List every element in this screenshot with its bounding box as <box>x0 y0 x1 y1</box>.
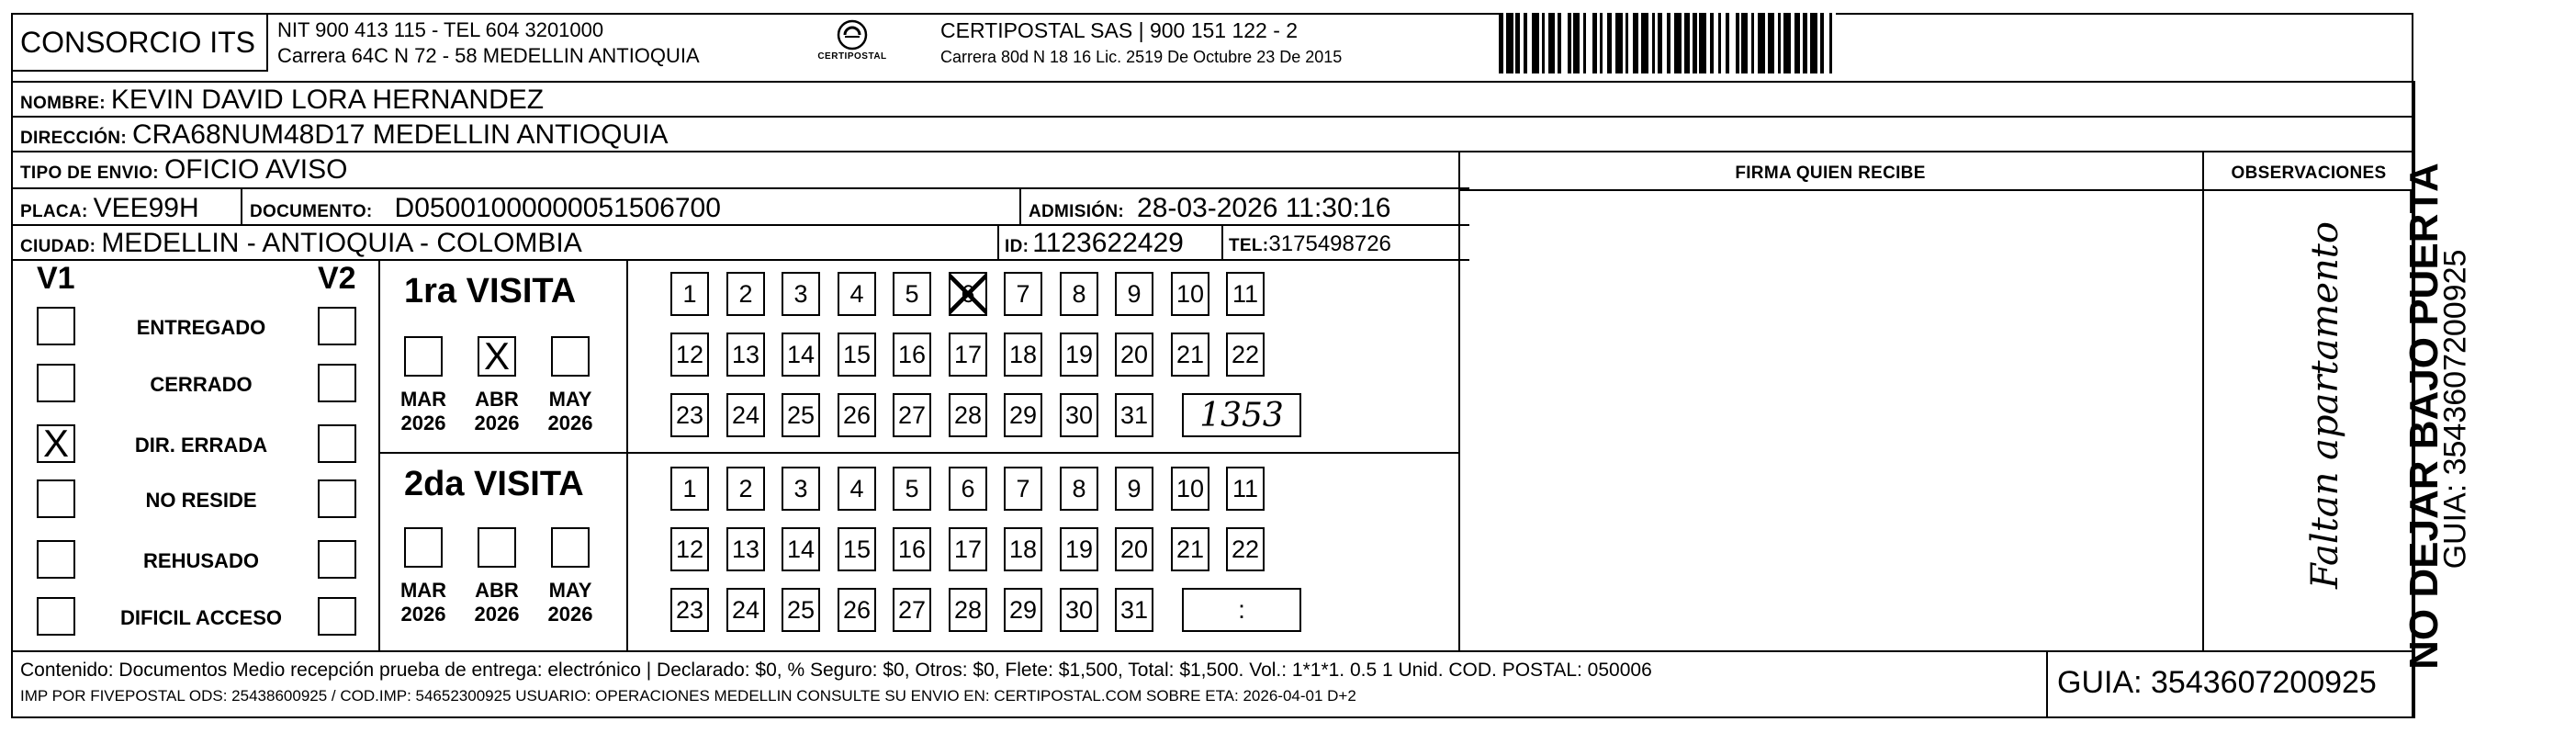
visit2-day-box[interactable]: 26 <box>838 588 876 632</box>
visit2-day-box[interactable]: 20 <box>1115 527 1153 571</box>
visit1-day-box[interactable]: 3 <box>782 272 820 316</box>
status-v2-checkbox[interactable] <box>318 597 356 636</box>
visit1-day-box[interactable]: 16 <box>893 333 931 377</box>
placa-value: VEE99H <box>93 193 199 223</box>
admision-label: ADMISIÓN: <box>1029 202 1125 221</box>
visit1-day-box[interactable]: 19 <box>1060 333 1098 377</box>
tel-row <box>1229 231 1391 257</box>
visit1-day-box[interactable]: 10 <box>1171 272 1209 316</box>
tipo-envio-value: OFICIO AVISO <box>163 154 348 185</box>
visit1-day-box[interactable]: 26 <box>838 393 876 437</box>
visit2-day-box[interactable]: 10 <box>1171 467 1209 511</box>
visit1-day-box[interactable]: 12 <box>670 333 709 377</box>
status-label: NO RESIDE <box>145 489 257 512</box>
visit2-time-box[interactable]: : <box>1182 588 1301 632</box>
visit2-day-box[interactable]: 17 <box>949 527 987 571</box>
visit2-year-label: 2026 <box>400 603 446 626</box>
v1-label: V1 <box>37 261 75 296</box>
placa-row <box>20 193 199 224</box>
visit2-day-box[interactable]: 21 <box>1171 527 1209 571</box>
v2-label: V2 <box>318 261 356 296</box>
visit2-day-box[interactable]: 3 <box>782 467 820 511</box>
status-v1-checkbox[interactable] <box>37 540 75 579</box>
footer-contenido: Contenido: Documentos Medio recepción prueba de entrega: electrónico | Declarado: $0, % Seguro: $0, Otros: $0, Flete: $1,500, Total: $1,500. Vol.: 1*1*1. 0.5 1 Unid. COD. POSTAL: 050006 <box>20 660 1652 681</box>
status-label: CERRADO <box>150 373 253 396</box>
certipostal-address: Carrera 80d N 18 16 Lic. 2519 De Octubre 23 De 2015 <box>940 48 1343 66</box>
visit1-day-box[interactable]: 1 <box>670 272 709 316</box>
visit2-day-box[interactable]: 16 <box>893 527 931 571</box>
visit2-day-box[interactable]: 5 <box>893 467 931 511</box>
visit2-day-box[interactable]: 12 <box>670 527 709 571</box>
visit2-day-box[interactable]: 13 <box>726 527 765 571</box>
id-label: ID: <box>1005 237 1029 256</box>
id-row <box>1005 228 1184 259</box>
visit1-year-label: 2026 <box>474 412 520 434</box>
status-v1-checkbox[interactable]: X <box>37 424 75 463</box>
status-v2-checkbox[interactable] <box>318 540 356 579</box>
visit2-day-box[interactable]: 24 <box>726 588 765 632</box>
visit2-day-box[interactable]: 4 <box>838 467 876 511</box>
company-address: Carrera 64C N 72 - 58 MEDELLIN ANTIOQUIA <box>277 44 700 67</box>
nombre-label: NOMBRE: <box>20 94 106 113</box>
visit1-year-label: 2026 <box>547 412 593 434</box>
visit2-day-box[interactable]: 9 <box>1115 467 1153 511</box>
visit1-month-label: ABR <box>475 388 519 411</box>
visit1-day-box[interactable]: 9 <box>1115 272 1153 316</box>
visit2-day-box[interactable]: 27 <box>893 588 931 632</box>
visit2-day-box[interactable]: 23 <box>670 588 709 632</box>
admision-row <box>1029 193 1390 224</box>
company-name: CONSORCIO ITS <box>20 26 256 59</box>
visit1-year-label: 2026 <box>400 412 446 434</box>
admision-value: 28-03-2026 11:30:16 <box>1137 193 1391 223</box>
visit1-day-box[interactable]: 22 <box>1226 333 1265 377</box>
visit1-day-box[interactable]: 25 <box>782 393 820 437</box>
visit1-month-checkbox[interactable] <box>551 336 590 377</box>
status-v1-checkbox[interactable] <box>37 364 75 402</box>
visit1-day-box[interactable]: 23 <box>670 393 709 437</box>
visit1-day-box[interactable]: 31 <box>1115 393 1153 437</box>
firma-label: FIRMA QUIEN RECIBE <box>1735 164 1926 183</box>
documento-label: DOCUMENTO: <box>250 202 373 221</box>
visit1-day-box[interactable]: 11 <box>1226 272 1265 316</box>
visit1-time-box[interactable]: 1353 <box>1182 393 1301 437</box>
visit2-day-box[interactable]: 28 <box>949 588 987 632</box>
certipostal-name: CERTIPOSTAL SAS | 900 151 122 - 2 <box>940 18 1299 42</box>
visit2-day-box[interactable]: 22 <box>1226 527 1265 571</box>
side-guia: GUIA: 3543607200925 <box>2437 249 2473 569</box>
tel-value: 3175498726 <box>1268 231 1391 256</box>
visit1-day-box[interactable]: 8 <box>1060 272 1098 316</box>
visit2-day-box[interactable]: 18 <box>1004 527 1042 571</box>
visit1-title: 1ra VISITA <box>404 272 577 310</box>
visit2-day-box[interactable]: 31 <box>1115 588 1153 632</box>
visit2-month-checkbox[interactable] <box>404 527 443 568</box>
visit1-day-box[interactable]: 13 <box>726 333 765 377</box>
visit2-day-box[interactable]: 7 <box>1004 467 1042 511</box>
visit1-day-box[interactable]: 20 <box>1115 333 1153 377</box>
visit2-year-label: 2026 <box>474 603 520 626</box>
visit2-day-box[interactable]: 8 <box>1060 467 1098 511</box>
status-label: ENTREGADO <box>136 316 266 339</box>
visit1-month-checkbox[interactable] <box>404 336 443 377</box>
ciudad-row <box>20 228 582 259</box>
certipostal-logo <box>808 17 896 66</box>
visit1-day-box[interactable]: 15 <box>838 333 876 377</box>
visit2-title: 2da VISITA <box>404 465 584 503</box>
company-nit: NIT 900 413 115 - TEL 604 3201000 <box>277 18 604 41</box>
visit2-year-label: 2026 <box>547 603 593 626</box>
visit2-month-checkbox[interactable] <box>551 527 590 568</box>
visit1-day-box[interactable]: 6 <box>949 272 987 316</box>
visit1-day-box[interactable]: 21 <box>1171 333 1209 377</box>
status-label: DIFICIL ACCESO <box>119 606 282 629</box>
ciudad-value: MEDELLIN - ANTIOQUIA - COLOMBIA <box>101 228 582 258</box>
visit2-day-box[interactable]: 14 <box>782 527 820 571</box>
visit1-day-box[interactable]: 29 <box>1004 393 1042 437</box>
visit2-month-label: MAY <box>548 579 592 602</box>
status-v1-checkbox[interactable] <box>37 307 75 345</box>
direccion-row <box>20 119 668 151</box>
visit1-day-box[interactable]: 14 <box>782 333 820 377</box>
status-label: REHUSADO <box>143 549 259 572</box>
status-v2-checkbox[interactable] <box>318 307 356 345</box>
nombre-row <box>20 85 544 116</box>
visit2-month-label: ABR <box>475 579 519 602</box>
documento-value: D05001000000051506700 <box>394 193 721 223</box>
tel-label: TEL: <box>1229 236 1269 255</box>
status-v2-checkbox[interactable] <box>318 424 356 463</box>
visit1-day-box[interactable]: 24 <box>726 393 765 437</box>
visit1-day-box[interactable]: 17 <box>949 333 987 377</box>
logo-text: CERTIPOSTAL <box>817 51 887 62</box>
direccion-label: DIRECCIÓN: <box>20 129 127 148</box>
footer-imp: IMP POR FIVEPOSTAL ODS: 25438600925 / COD.IMP: 54652300925 USUARIO: OPERACIONES MEDELLIN CONSULTE SU ENVIO EN: CERTIPOSTAL.COM SOBRE ETA: 2026-04-01 D+2 <box>20 687 1356 705</box>
side-no-dejar: NO DEJAR BAJO PUERTA <box>2402 163 2447 670</box>
visit1-day-box[interactable]: 4 <box>838 272 876 316</box>
handwritten-observation: Faltan apartamento <box>2304 221 2346 589</box>
barcode <box>1499 13 2224 73</box>
visit1-day-box[interactable]: 18 <box>1004 333 1042 377</box>
visit2-month-checkbox[interactable] <box>478 527 516 568</box>
visit1-month-label: MAY <box>548 388 592 411</box>
observaciones-label: OBSERVACIONES <box>2231 164 2387 183</box>
direccion-value: CRA68NUM48D17 MEDELLIN ANTIOQUIA <box>131 119 669 150</box>
ciudad-label: CIUDAD: <box>20 237 96 256</box>
tipo-envio-label: TIPO DE ENVIO: <box>20 164 159 183</box>
nombre-value: KEVIN DAVID LORA HERNANDEZ <box>110 85 545 115</box>
visit2-day-box[interactable]: 25 <box>782 588 820 632</box>
visit1-day-box[interactable]: 5 <box>893 272 931 316</box>
visit2-day-box[interactable]: 30 <box>1060 588 1098 632</box>
documento-row <box>250 193 721 224</box>
visit1-month-label: MAR <box>399 388 447 411</box>
visit1-day-box[interactable]: 27 <box>893 393 931 437</box>
status-v1-checkbox[interactable] <box>37 479 75 518</box>
visit2-day-box[interactable]: 15 <box>838 527 876 571</box>
visit2-day-box[interactable]: 11 <box>1226 467 1265 511</box>
visit2-day-box[interactable]: 6 <box>949 467 987 511</box>
visit2-day-box[interactable]: 29 <box>1004 588 1042 632</box>
visit1-day-box[interactable]: 2 <box>726 272 765 316</box>
status-v2-checkbox[interactable] <box>318 364 356 402</box>
visit2-day-box[interactable]: 2 <box>726 467 765 511</box>
placa-label: PLACA: <box>20 202 88 221</box>
id-value: 1123622429 <box>1032 228 1184 258</box>
visit2-month-label: MAR <box>399 579 447 602</box>
visit1-day-box[interactable]: 7 <box>1004 272 1042 316</box>
visit1-day-box[interactable]: 28 <box>949 393 987 437</box>
status-v2-checkbox[interactable] <box>318 479 356 518</box>
visit2-day-box[interactable]: 1 <box>670 467 709 511</box>
status-label: DIR. ERRADA <box>134 434 268 457</box>
footer-guia: GUIA: 3543607200925 <box>2057 665 2377 700</box>
status-v1-checkbox[interactable] <box>37 597 75 636</box>
visit2-day-box[interactable]: 19 <box>1060 527 1098 571</box>
visit1-day-box[interactable]: 30 <box>1060 393 1098 437</box>
tipo-envio-row <box>20 154 347 186</box>
visit1-month-checkbox[interactable]: X <box>478 336 516 377</box>
